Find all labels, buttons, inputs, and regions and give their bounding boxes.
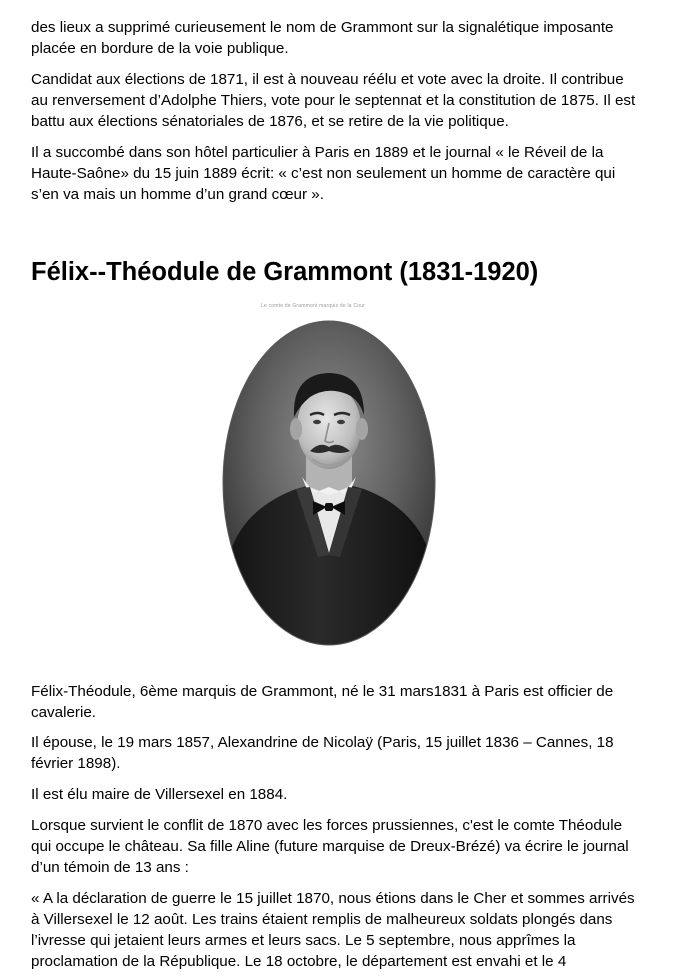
paragraph-death-1889: Il a succombé dans son hôtel particulier à Paris en 1889 et le journal « le Réveil de la Haute-Saône» du 15 juin 1889 écrit: « c’est non seulement un homme de caractère qui s’en va mais un homme d’un grand cœur ». bbox=[31, 144, 616, 203]
section-heading: Félix--Théodule de Grammont (1831-1920) bbox=[31, 258, 539, 286]
paragraph-journal-quote: « A la déclaration de guerre le 15 juillet 1870, nous étions dans le Cher et sommes arrivés à Villersexel le 12 août. Les trains étaient remplis de malheureux soldats plongés dans l’ivresse qui jetaient leurs armes et leurs sacs. Le 5 septembre, nous apprîmes la proclamation de la République. Le 18 octobre, le département est envahi et le 4 bbox=[31, 890, 635, 970]
portrait-caption: Le comte de Grammont marquis de la Cour bbox=[261, 303, 365, 309]
paragraph-marriage: Il épouse, le 19 mars 1857, Alexandrine de Nicolaÿ (Paris, 15 juillet 1836 – Cannes, 18 février 1898). bbox=[31, 734, 614, 772]
paragraph-elections-1871: Candidat aux élections de 1871, il est à nouveau réélu et vote avec la droite. Il contribue au renversement d’Adolphe Thiers, vote pour le septennat et la constitution de 1875. Il est battu aux élections sénatoriales de 1876, et se retire de la vie politique. bbox=[31, 71, 636, 130]
paragraph-mayor: Il est élu maire de Villersexel en 1884. bbox=[31, 786, 288, 803]
portrait-photo bbox=[218, 317, 440, 649]
paragraph-signage: des lieux a supprimé curieusement le nom de Grammont sur la signalétique imposante placée en bordure de la voie publique. bbox=[31, 19, 614, 57]
paragraph-birth: Félix-Théodule, 6ème marquis de Grammont, né le 31 mars1831 à Paris est officier de cavalerie. bbox=[31, 683, 614, 721]
paragraph-conflict-1870: Lorsque survient le conflit de 1870 avec les forces prussiennes, c'est le comte Théodule qui occupe le château. Sa fille Aline (future marquise de Dreux-Brézé) va écrire le journal d’un témoin de 13 ans : bbox=[31, 817, 629, 876]
